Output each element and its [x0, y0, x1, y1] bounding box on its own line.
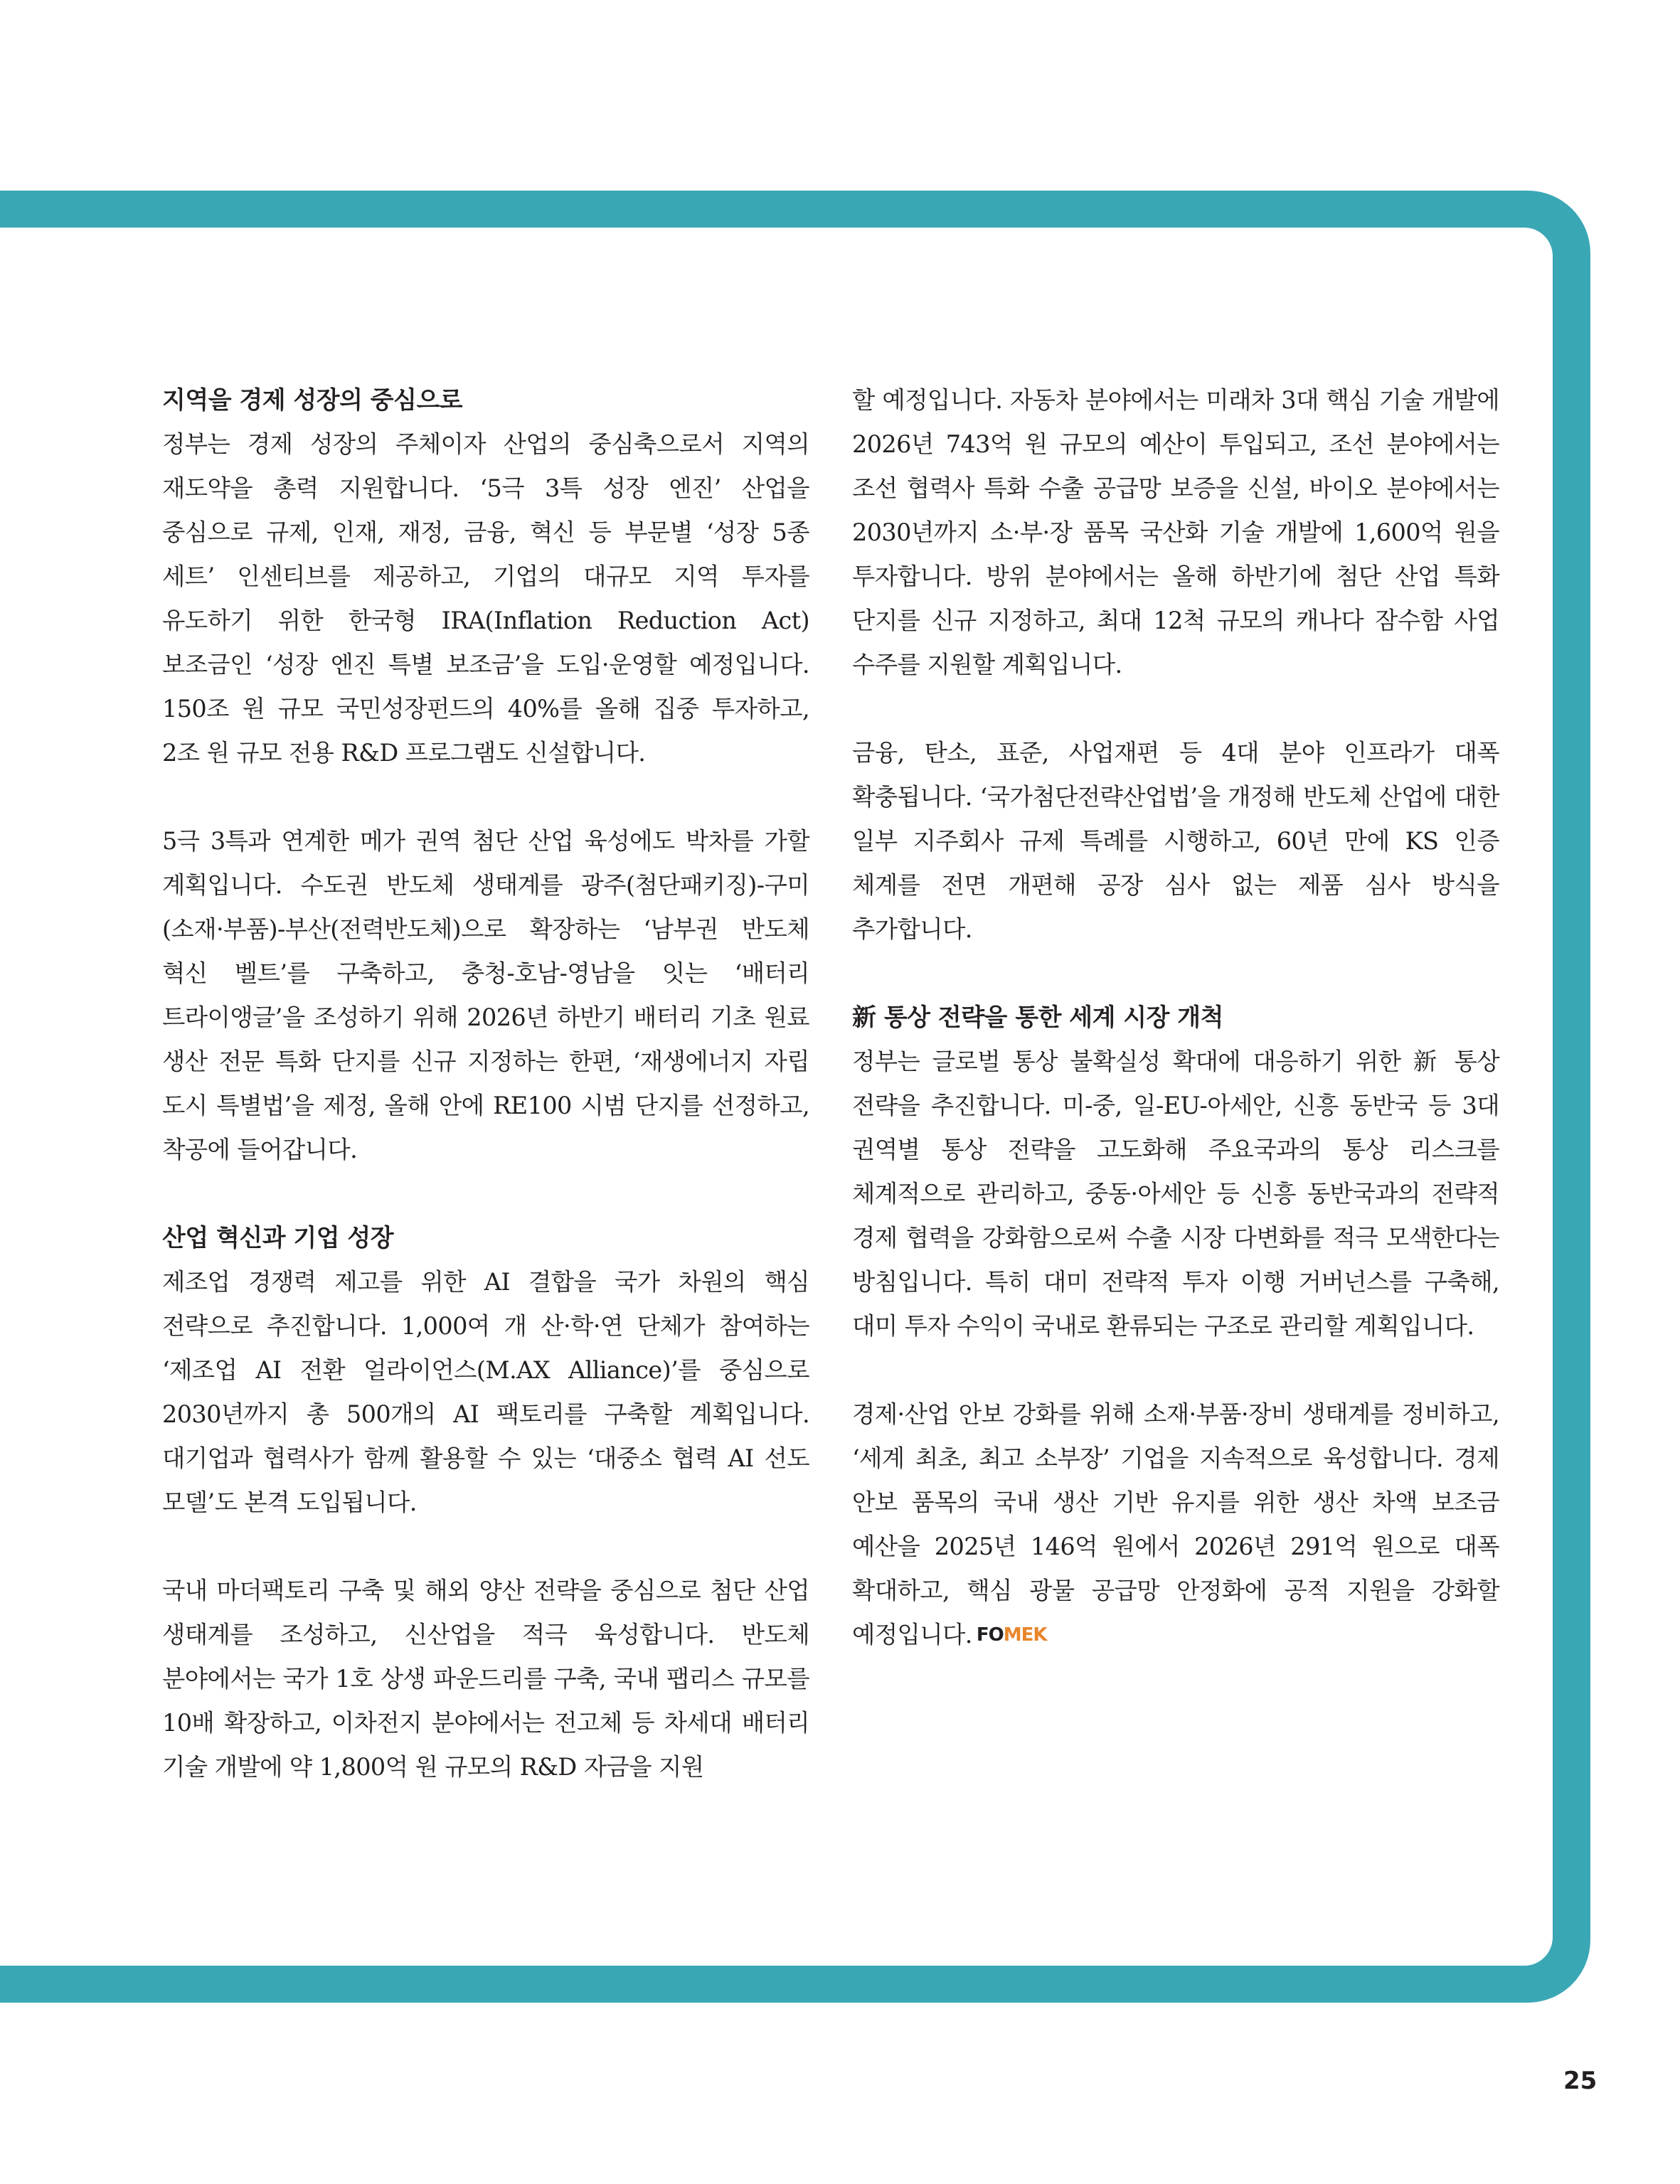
paragraph: 정부는 경제 성장의 주체이자 산업의 중심축으로서 지역의 재도약을 총력 지원합니다. ‘5극 3특 성장 엔진’ 산업을 중심으로 규제, 인재, 재정, 금융, 혁신 등 부문별 ‘성장 5종 세트’ 인센티브를 제공하고, 기업의 대규모 지역 투자를 유도하기 위한 한국형 IRA(Inflation Reduction Act) 보조금인 ‘성장 엔진 특별 보조금’을 도입·운영할 예정입니다. 150조 원 규모 국민성장펀드의 40%를 올해 집중 투자하고, 2조 원 규모 전용 R&D 프로그램도 신설합니다. — [162, 430, 809, 767]
page-number: 25 — [1563, 2067, 1597, 2095]
paragraph: 정부는 글로벌 통상 불확실성 확대에 대응하기 위한 新 통상 전략을 추진합니다. 미-중, 일-EU-아세안, 신흥 동반국 등 3대 권역별 통상 전략을 고도화해 주요국과의 통상 리스크를 체계적으로 관리하고, 중동·아세안 등 신흥 동반국과의 전략적 경제 협력을 강화함으로써 수출 시장 다변화를 적극 모색한다는 방침입니다. 특히 대미 전략적 투자 이행 거버넌스를 구축해, 대미 투자 수익이 국내로 환류되는 구조로 관리할 계획입니다. — [852, 1048, 1499, 1340]
paragraph: 금융, 탄소, 표준, 사업재편 등 4대 분야 인프라가 대폭 확충됩니다. ‘국가첨단전략산업법’을 개정해 반도체 산업에 대한 일부 지주회사 규제 특례를 시행하고, 60년 만에 KS 인증 체계를 전면 개편해 공장 심사 없는 제품 심사 방식을 추가합니다. — [852, 739, 1500, 943]
section-heading: 新 통상 전략을 통한 세계 시장 개척 — [852, 1003, 1223, 1032]
paragraph-with-logo — [852, 1392, 1499, 1657]
left-column — [162, 378, 809, 1789]
logo-part: MEK — [1003, 1624, 1047, 1646]
paragraph-text: 경제·산업 안보 강화를 위해 소재·부품·장비 생태계를 정비하고, ‘세계 최초, 최고 소부장’ 기업을 지속적으로 육성합니다. 경제 안보 품목의 국내 생산 기반 유지를 위한 생산 차액 보조금 예산을 2025년 146억 원에서 2026년 291억 원으로 대폭 확대하고, 핵심 광물 공급망 안정화에 공적 지원을 강화할 예정입니다. — [852, 1400, 1499, 1648]
fomek-logo — [977, 1613, 1047, 1657]
paragraph: 할 예정입니다. 자동차 분야에서는 미래차 3대 핵심 기술 개발에 2026년 743억 원 규모의 예산이 투입되고, 조선 분야에서는 조선 협력사 특화 수출 공급망 보증을 신설, 바이오 분야에서는 2030년까지 소·부·장 품목 국산화 기술 개발에 1,600억 원을 투자합니다. 방위 분야에서는 올해 하반기에 첨단 산업 특화 단지를 신규 지정하고, 최대 12척 규모의 캐나다 잠수함 사업 수주를 지원할 계획입니다. — [852, 386, 1499, 678]
paragraph: 5극 3특과 연계한 메가 권역 첨단 산업 육성에도 박차를 가할 계획입니다. 수도권 반도체 생태계를 광주(첨단패키징)-구미(소재·부품)-부산(전력반도체)으로 확장하는 ‘남부권 반도체 혁신 벨트’를 구축하고, 충청-호남-영남을 잇는 ‘배터리 트라이앵글’을 조성하기 위해 2026년 하반기 배터리 기초 원료 생산 전문 특화 단지를 신규 지정하는 한편, ‘재생에너지 자립 도시 특별법’을 제정, 올해 안에 RE100 시범 단지를 선정하고, 착공에 들어갑니다. — [162, 827, 809, 1163]
logo-part: FO — [976, 1624, 1004, 1646]
section-heading: 지역을 경제 성장의 중심으로 — [162, 386, 463, 415]
section-heading: 산업 혁신과 기업 성장 — [162, 1224, 394, 1252]
paragraph: 제조업 경쟁력 제고를 위한 AI 결합을 국가 차원의 핵심 전략으로 추진합니다. 1,000여 개 산·학·연 단체가 참여하는 ‘제조업 AI 전환 얼라이언스(M.AX Alliance)’를 중심으로 2030년까지 총 500개의 AI 팩토리를 구축할 계획입니다. 대기업과 협력사가 함께 활용할 수 있는 ‘대중소 협력 AI 선도 모델’도 본격 도입됩니다. — [162, 1268, 809, 1516]
paragraph: 국내 마더팩토리 구축 및 해외 양산 전략을 중심으로 첨단 산업 생태계를 조성하고, 신산업을 적극 육성합니다. 반도체 분야에서는 국가 1호 상생 파운드리를 구축, 국내 팹리스 규모를 10배 확장하고, 이차전지 분야에서는 전고체 등 차세대 배터리 기술 개발에 약 1,800억 원 규모의 R&D 자금을 지원 — [162, 1577, 809, 1781]
right-column — [852, 378, 1499, 1657]
